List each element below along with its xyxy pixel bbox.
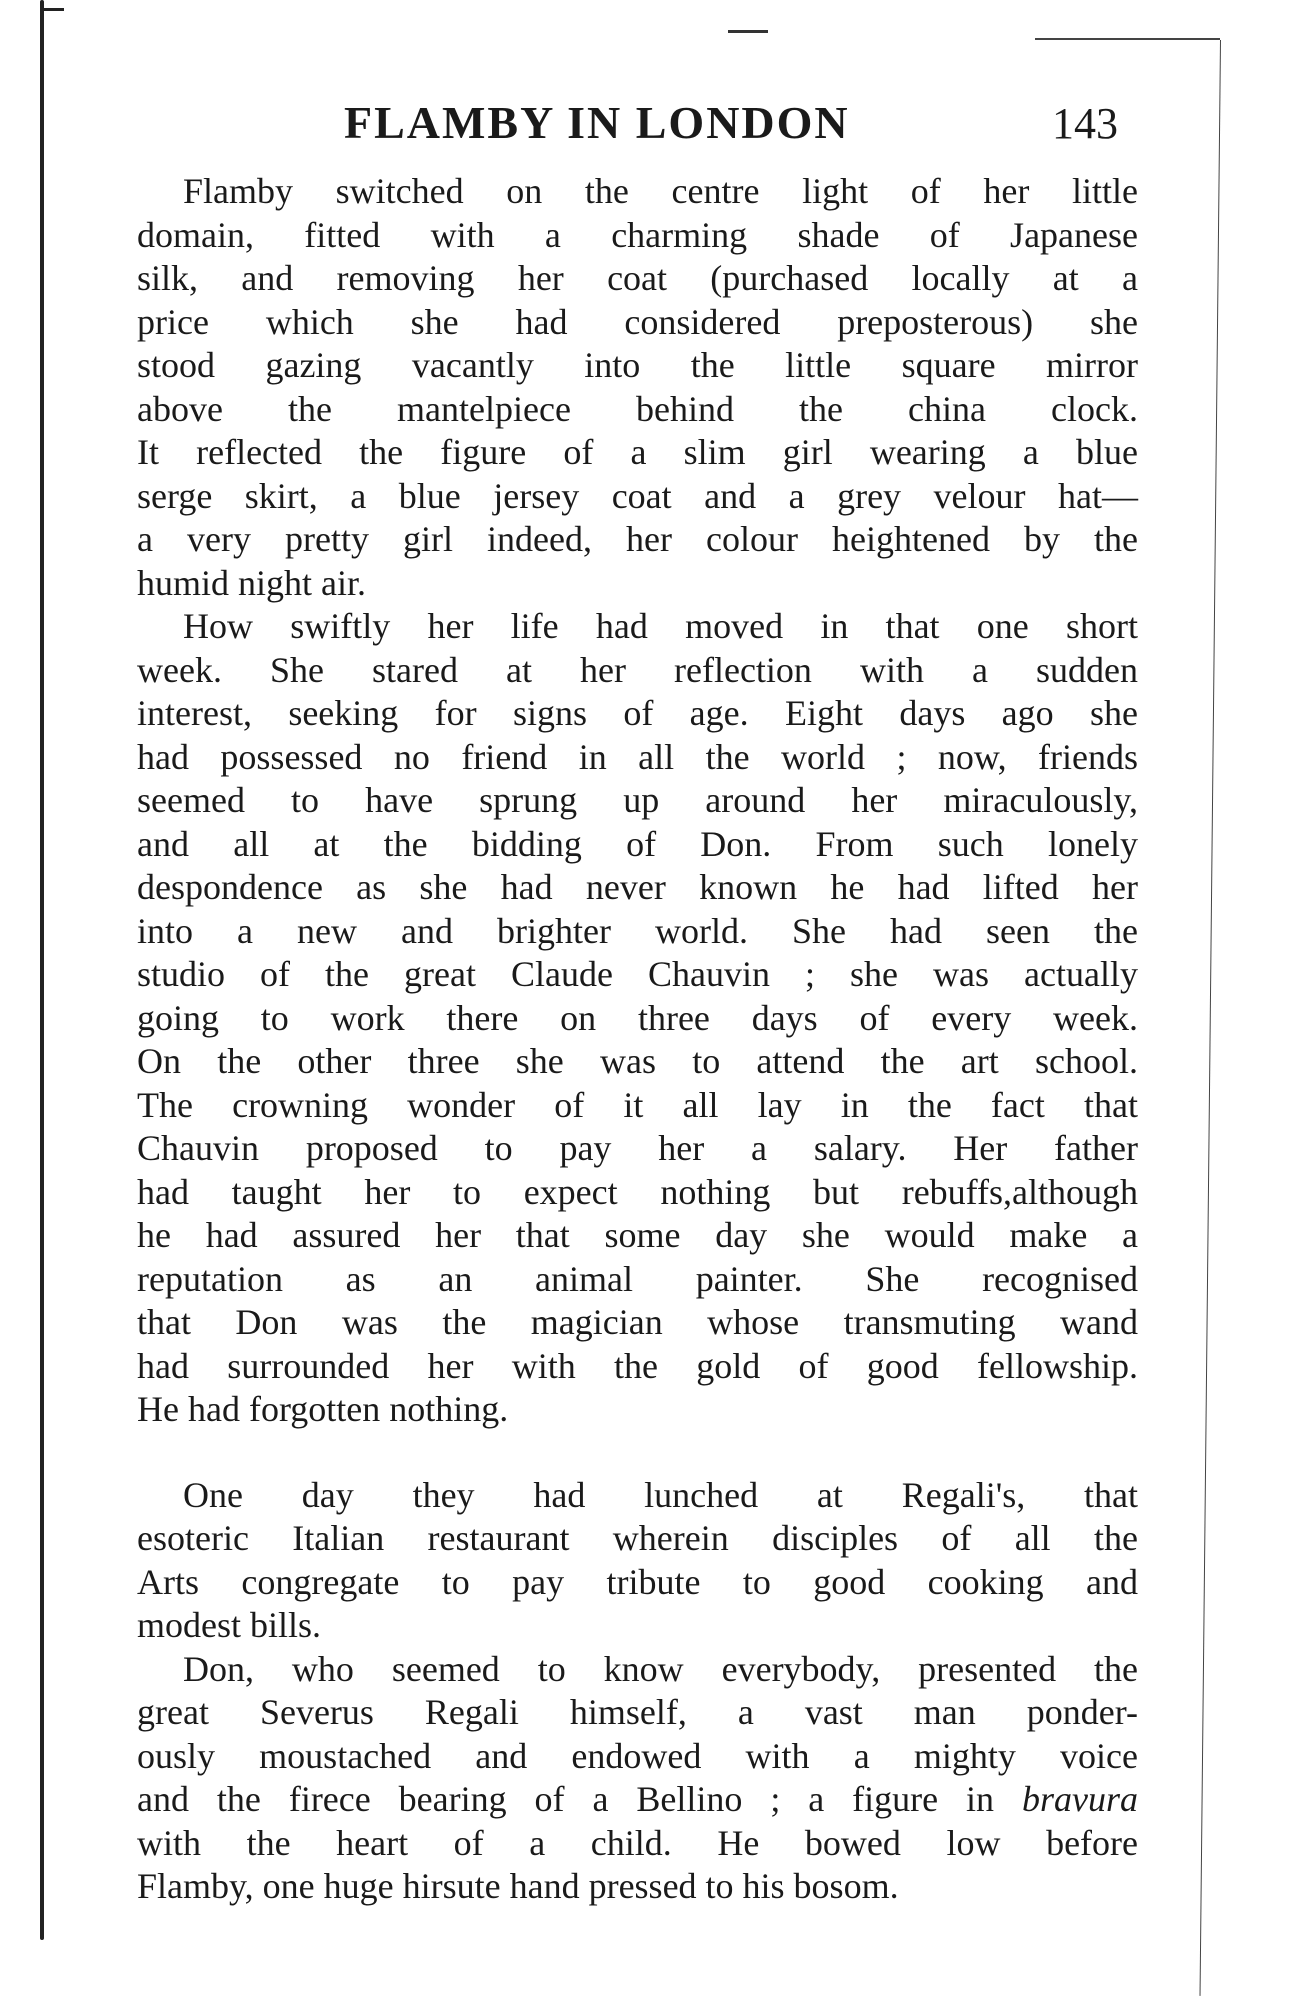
text-line: interest, seeking for signs of age. Eight days ago she (137, 693, 1138, 733)
text-line: domain, fitted with a charming shade of Japanese (137, 214, 1138, 255)
text-line: had taught her to expect nothing but rebuffs,although (137, 1171, 1138, 1212)
text-line: despondence as she had never known he had lifted her (137, 867, 1138, 907)
text-line: had possessed no friend in all the world ; now, friends (137, 736, 1138, 777)
text-line: esoteric Italian restaurant wherein disciples of all the (137, 1518, 1138, 1558)
text-line: modest bills. (137, 1605, 322, 1645)
text-line: reputation as an animal painter. She recognised (137, 1258, 1138, 1299)
page-right-edge (1200, 40, 1221, 1996)
section-break (137, 1432, 1138, 1474)
italic-word: bravura (1022, 1779, 1138, 1819)
text-line: studio of the great Claude Chauvin ; she was actually (137, 954, 1138, 994)
text-line: The crowning wonder of it all lay in the fact that (137, 1084, 1138, 1125)
text-line: week. She stared at her reflection with a sudden (137, 649, 1138, 690)
text-line: He had forgotten nothing. (137, 1389, 509, 1429)
text-line: going to work there on three days of every week. (137, 997, 1138, 1038)
text-line: seemed to have sprung up around her miraculously, (137, 780, 1138, 820)
text-line: It reflected the figure of a slim girl wearing a blue (137, 432, 1138, 472)
text-line: On the other three she was to attend the art school. (137, 1041, 1138, 1081)
text-line: he had assured her that some day she would make a (137, 1215, 1138, 1255)
page-number: 143 (1052, 99, 1118, 148)
top-center-mark (728, 30, 768, 33)
text-line: and all at the bidding of Don. From such lonely (137, 823, 1138, 864)
text-line: Arts congregate to pay tribute to good cooking and (137, 1561, 1138, 1602)
text-fragment: and the firece bearing of a Bellino ; a figure in (137, 1779, 1022, 1819)
text-line: a very pretty girl indeed, her colour heightened by the (137, 519, 1138, 559)
text-line: Don, who seemed to know everybody, presented the (183, 1648, 1138, 1689)
page-binding-edge (40, 0, 44, 1940)
page-top-edge (1035, 38, 1220, 40)
text-line: Flamby, one huge hirsute hand pressed to his bosom. (137, 1866, 899, 1906)
text-line: silk, and removing her coat (purchased locally at a (137, 258, 1138, 298)
text-line: serge skirt, a blue jersey coat and a grey velour hat— (137, 475, 1138, 516)
text-line: into a new and brighter world. She had seen the (137, 910, 1138, 951)
text-line: had surrounded her with the gold of good fellowship. (137, 1345, 1138, 1386)
body-text (137, 170, 1138, 1909)
text-line: with the heart of a child. He bowed low before (137, 1822, 1138, 1863)
text-line: that Don was the magician whose transmuting wand (137, 1302, 1138, 1342)
text-line: Flamby switched on the centre light of her little (183, 171, 1138, 211)
text-line: humid night air. (137, 562, 366, 603)
page-header (140, 92, 1140, 152)
text-line: One day they had lunched at Regali's, that (183, 1474, 1138, 1515)
text-line (137, 1778, 1138, 1822)
text-line: great Severus Regali himself, a vast man ponder- (137, 1692, 1138, 1732)
page-corner-mark (40, 8, 64, 11)
text-line: above the mantelpiece behind the china clock. (137, 388, 1138, 429)
text-line: price which she had considered preposterous) she (137, 301, 1138, 342)
text-line: stood gazing vacantly into the little square mirror (137, 345, 1138, 385)
running-title: FLAMBY IN LONDON (344, 97, 850, 148)
text-line: How swiftly her life had moved in that one short (183, 606, 1138, 646)
text-line: ously moustached and endowed with a mighty voice (137, 1735, 1138, 1776)
text-line: Chauvin proposed to pay her a salary. Her father (137, 1128, 1138, 1168)
